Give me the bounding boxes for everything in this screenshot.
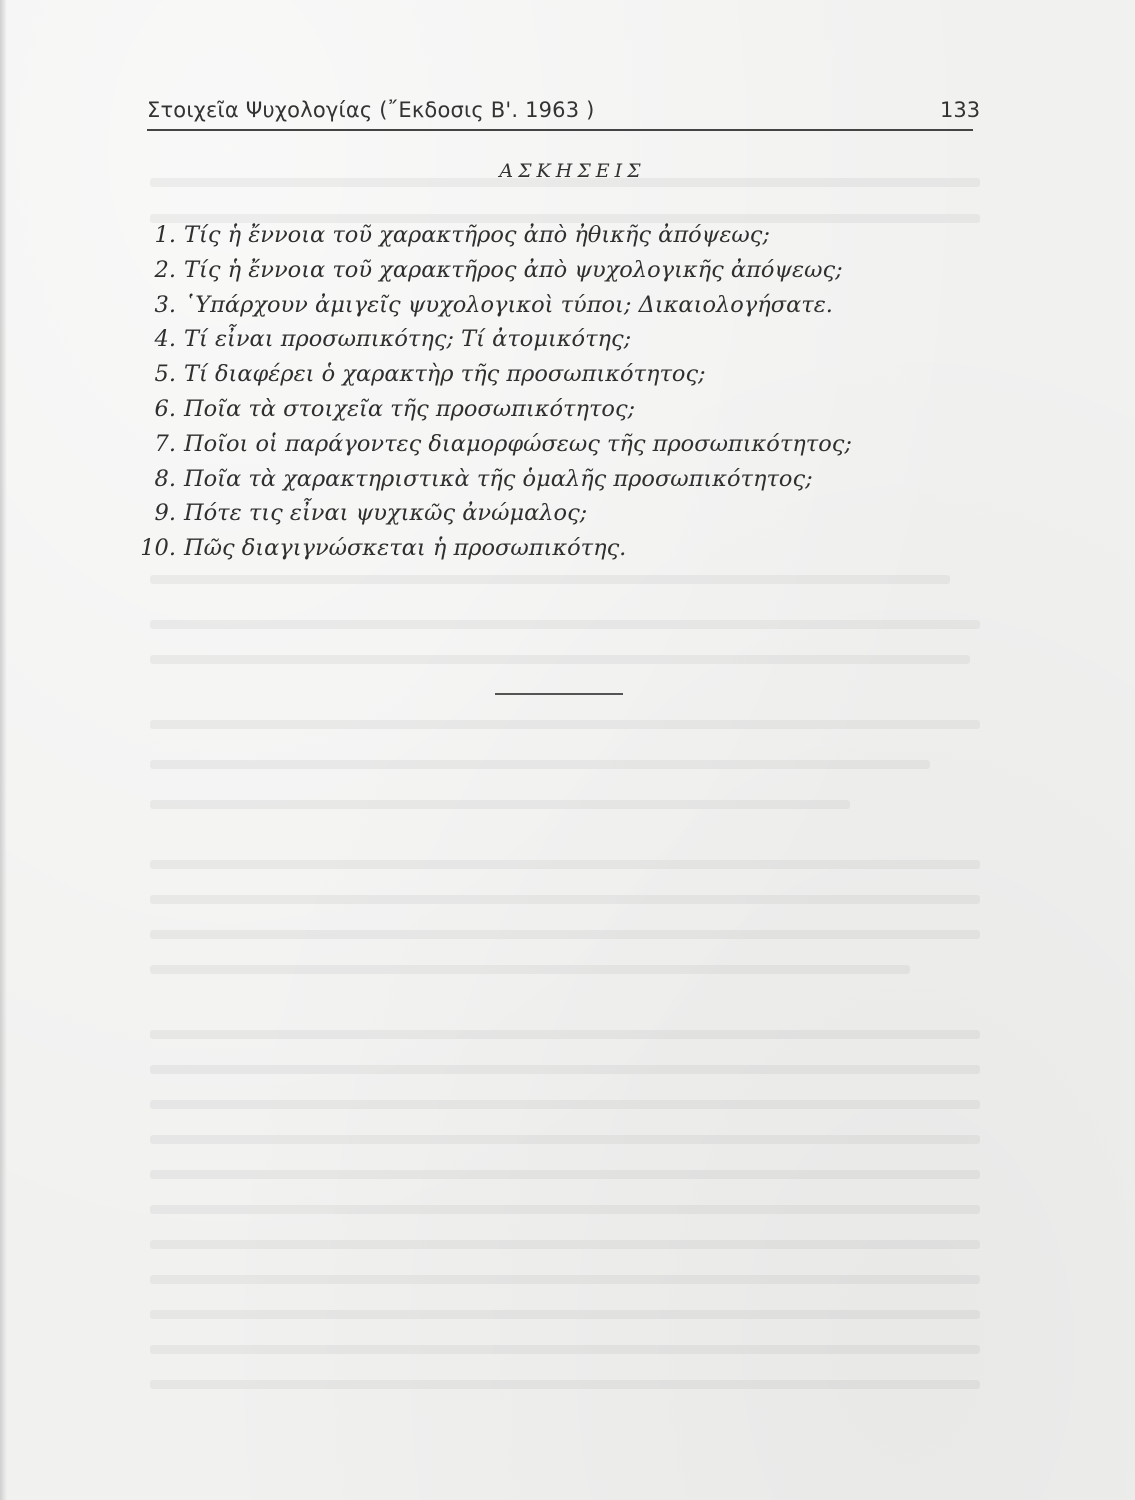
exercise-text: Τί εἶναι προσωπικότης; Τί ἀτομικότης; [184,326,632,353]
exercise-item [140,288,980,323]
page-number: 133 [940,98,981,122]
exercise-item [140,496,980,531]
exercise-item [140,531,980,566]
exercise-number: 10. [140,535,176,562]
exercise-text: Ποῖοι οἱ παράγοντες διαμορφώσεως τῆς προσωπικότητος; [184,430,852,457]
exercise-item [140,427,980,462]
exercise-text: Τί διαφέρει ὁ χαρακτὴρ τῆς προσωπικότητος; [184,361,706,388]
section-title: ΑΣΚΗΣΕΙΣ [499,160,646,182]
exercise-item [140,253,980,288]
page-binding-shadow [0,0,7,1500]
exercise-item [140,392,980,427]
exercise-number: 9. [154,500,176,527]
exercise-number: 5. [154,361,176,388]
exercise-text: Πῶς διαγιγνώσκεται ἡ προσωπικότης. [184,535,627,562]
exercise-item [140,322,980,357]
exercise-number: 4. [154,326,176,353]
running-head: Στοιχεῖα Ψυχολογίας (῎Εκδοσις Β'. 1963 ) [147,98,595,122]
exercise-number: 6. [154,395,176,422]
header-rule [147,129,973,131]
exercise-text: ῾Υπάρχουν ἀμιγεῖς ψυχολογικοὶ τύποι; Δικαιολογήσατε. [184,291,833,318]
exercise-text: Ποῖα τὰ στοιχεῖα τῆς προσωπικότητος; [184,395,636,422]
exercise-text: Πότε τις εἶναι ψυχικῶς ἀνώμαλος; [184,500,588,527]
exercise-item [140,462,980,497]
exercise-list [140,218,980,566]
exercise-number: 2. [154,256,176,283]
exercise-number: 1. [154,222,176,248]
exercise-number: 7. [154,430,176,457]
section-end-rule [495,693,623,695]
exercise-text: Τίς ἡ ἔννοια τοῦ χαρακτῆρος ἀπὸ ἠθικῆς ἀπόψεως; [184,222,770,248]
exercise-number: 3. [154,291,176,318]
exercise-number: 8. [154,465,176,492]
exercise-text: Τίς ἡ ἔννοια τοῦ χαρακτῆρος ἀπὸ ψυχολογικῆς ἀπόψεως; [184,256,843,283]
exercise-item [140,357,980,392]
exercise-text: Ποῖα τὰ χαρακτηριστικὰ τῆς ὁμαλῆς προσωπικότητος; [184,465,813,492]
exercise-item [140,218,980,253]
